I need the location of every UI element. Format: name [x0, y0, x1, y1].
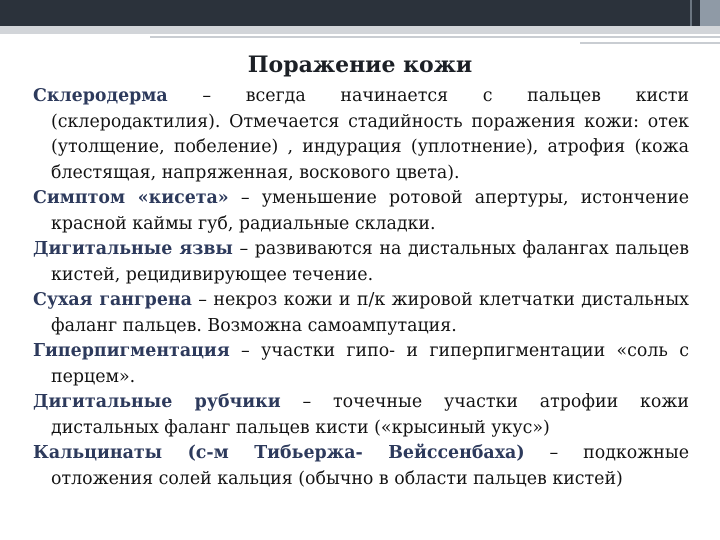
entry-text: – некроз кожи и п/к жировой клетчатки дистальных фаланг пальцев. Возможна самоампутация.	[51, 290, 689, 336]
entry-text: – точечные участки атрофии кожи дистальных фаланг пальцев кисти («крысиный укус»)	[51, 392, 689, 438]
entry-term: Кальцинаты (с-м Тибьержа- Вейссенбаха)	[33, 443, 525, 463]
entry-term: Дигитальные рубчики	[33, 392, 281, 412]
entry-text: – всегда начинается с пальцев кисти (склеродактилия). Отмечается стадийность поражения кожи: отек (утолщение, побеление) , индурация (уплотнение), атрофия (кожа блестящая, напряженная, воскового цвета).	[51, 86, 689, 183]
header-rule-line-short	[580, 42, 720, 44]
entry-dry-gangrene	[33, 288, 689, 339]
entry-scleroderma	[33, 84, 689, 186]
entry-calcinosis	[33, 441, 689, 492]
entry-text: – подкожные отложения солей кальция (обычно в области пальцев кистей)	[51, 443, 689, 489]
entry-term: Склеродерма	[33, 86, 168, 106]
header-tick	[690, 0, 692, 26]
slide-body	[33, 84, 689, 492]
entry-hyperpigmentation	[33, 339, 689, 390]
entry-text: – развиваются на дистальных фалангах пальцев кистей, рецидивирующее течение.	[51, 239, 689, 285]
entry-digital-scars	[33, 390, 689, 441]
header-band-light	[0, 26, 720, 34]
header-decoration	[0, 0, 720, 40]
header-accent-block	[700, 0, 720, 26]
entry-term: Симптом «кисета»	[33, 188, 229, 208]
entry-text: – уменьшение ротовой апертуры, истончение красной каймы губ, радиальные складки.	[51, 188, 689, 234]
entry-term: Гиперпигментация	[33, 341, 230, 361]
entry-text: – участки гипо- и гиперпигментации «соль с перцем».	[51, 341, 689, 387]
header-rule-line	[150, 36, 720, 38]
entry-purse-string-sign	[33, 186, 689, 237]
slide-title: Поражение кожи	[247, 52, 473, 78]
header-band-dark	[0, 0, 720, 26]
entry-digital-ulcers	[33, 237, 689, 288]
entry-term: Дигитальные язвы	[33, 239, 233, 259]
entry-term: Сухая гангрена	[33, 290, 192, 310]
